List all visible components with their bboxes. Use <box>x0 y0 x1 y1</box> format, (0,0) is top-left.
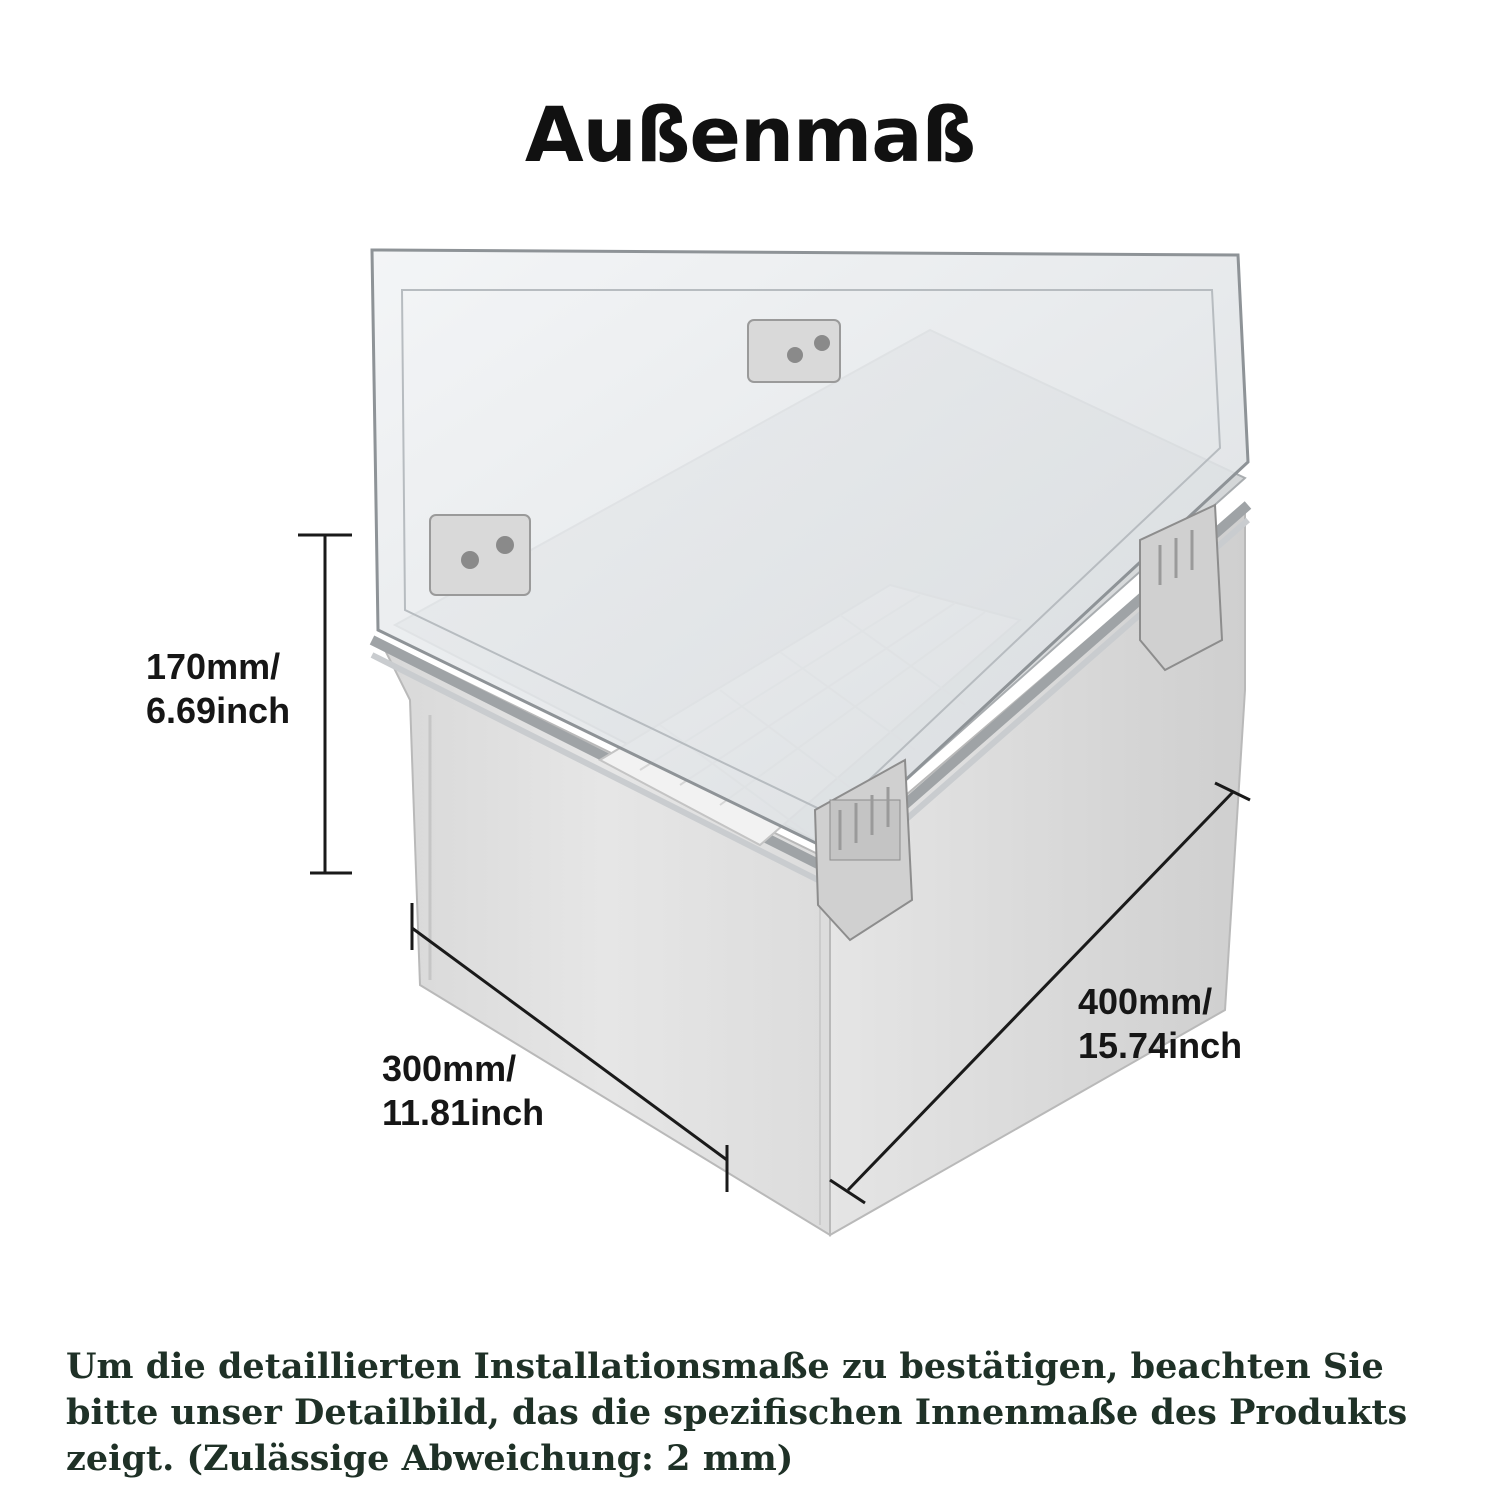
height-imperial: 6.69inch <box>146 690 291 731</box>
width-imperial: 15.74inch <box>1078 1025 1243 1066</box>
page-title: Außenmaß <box>524 90 976 179</box>
installation-note: Um die detaillierten Installationsmaße zu bestätigen, beachten Sie bitte unser Detailbild, das die spezifischen Innenmaße des Produkts zeigt. (Zulässige Abweichung: 2 mm) <box>66 1346 1408 1479</box>
height-metric: 170mm/ <box>146 646 281 687</box>
width-label <box>1078 980 1242 1068</box>
depth-label <box>382 1047 544 1135</box>
height-dimension-line <box>298 535 352 873</box>
depth-metric: 300mm/ <box>382 1048 517 1089</box>
depth-imperial: 11.81inch <box>382 1092 545 1133</box>
width-metric: 400mm/ <box>1078 981 1213 1022</box>
height-label <box>146 645 290 733</box>
